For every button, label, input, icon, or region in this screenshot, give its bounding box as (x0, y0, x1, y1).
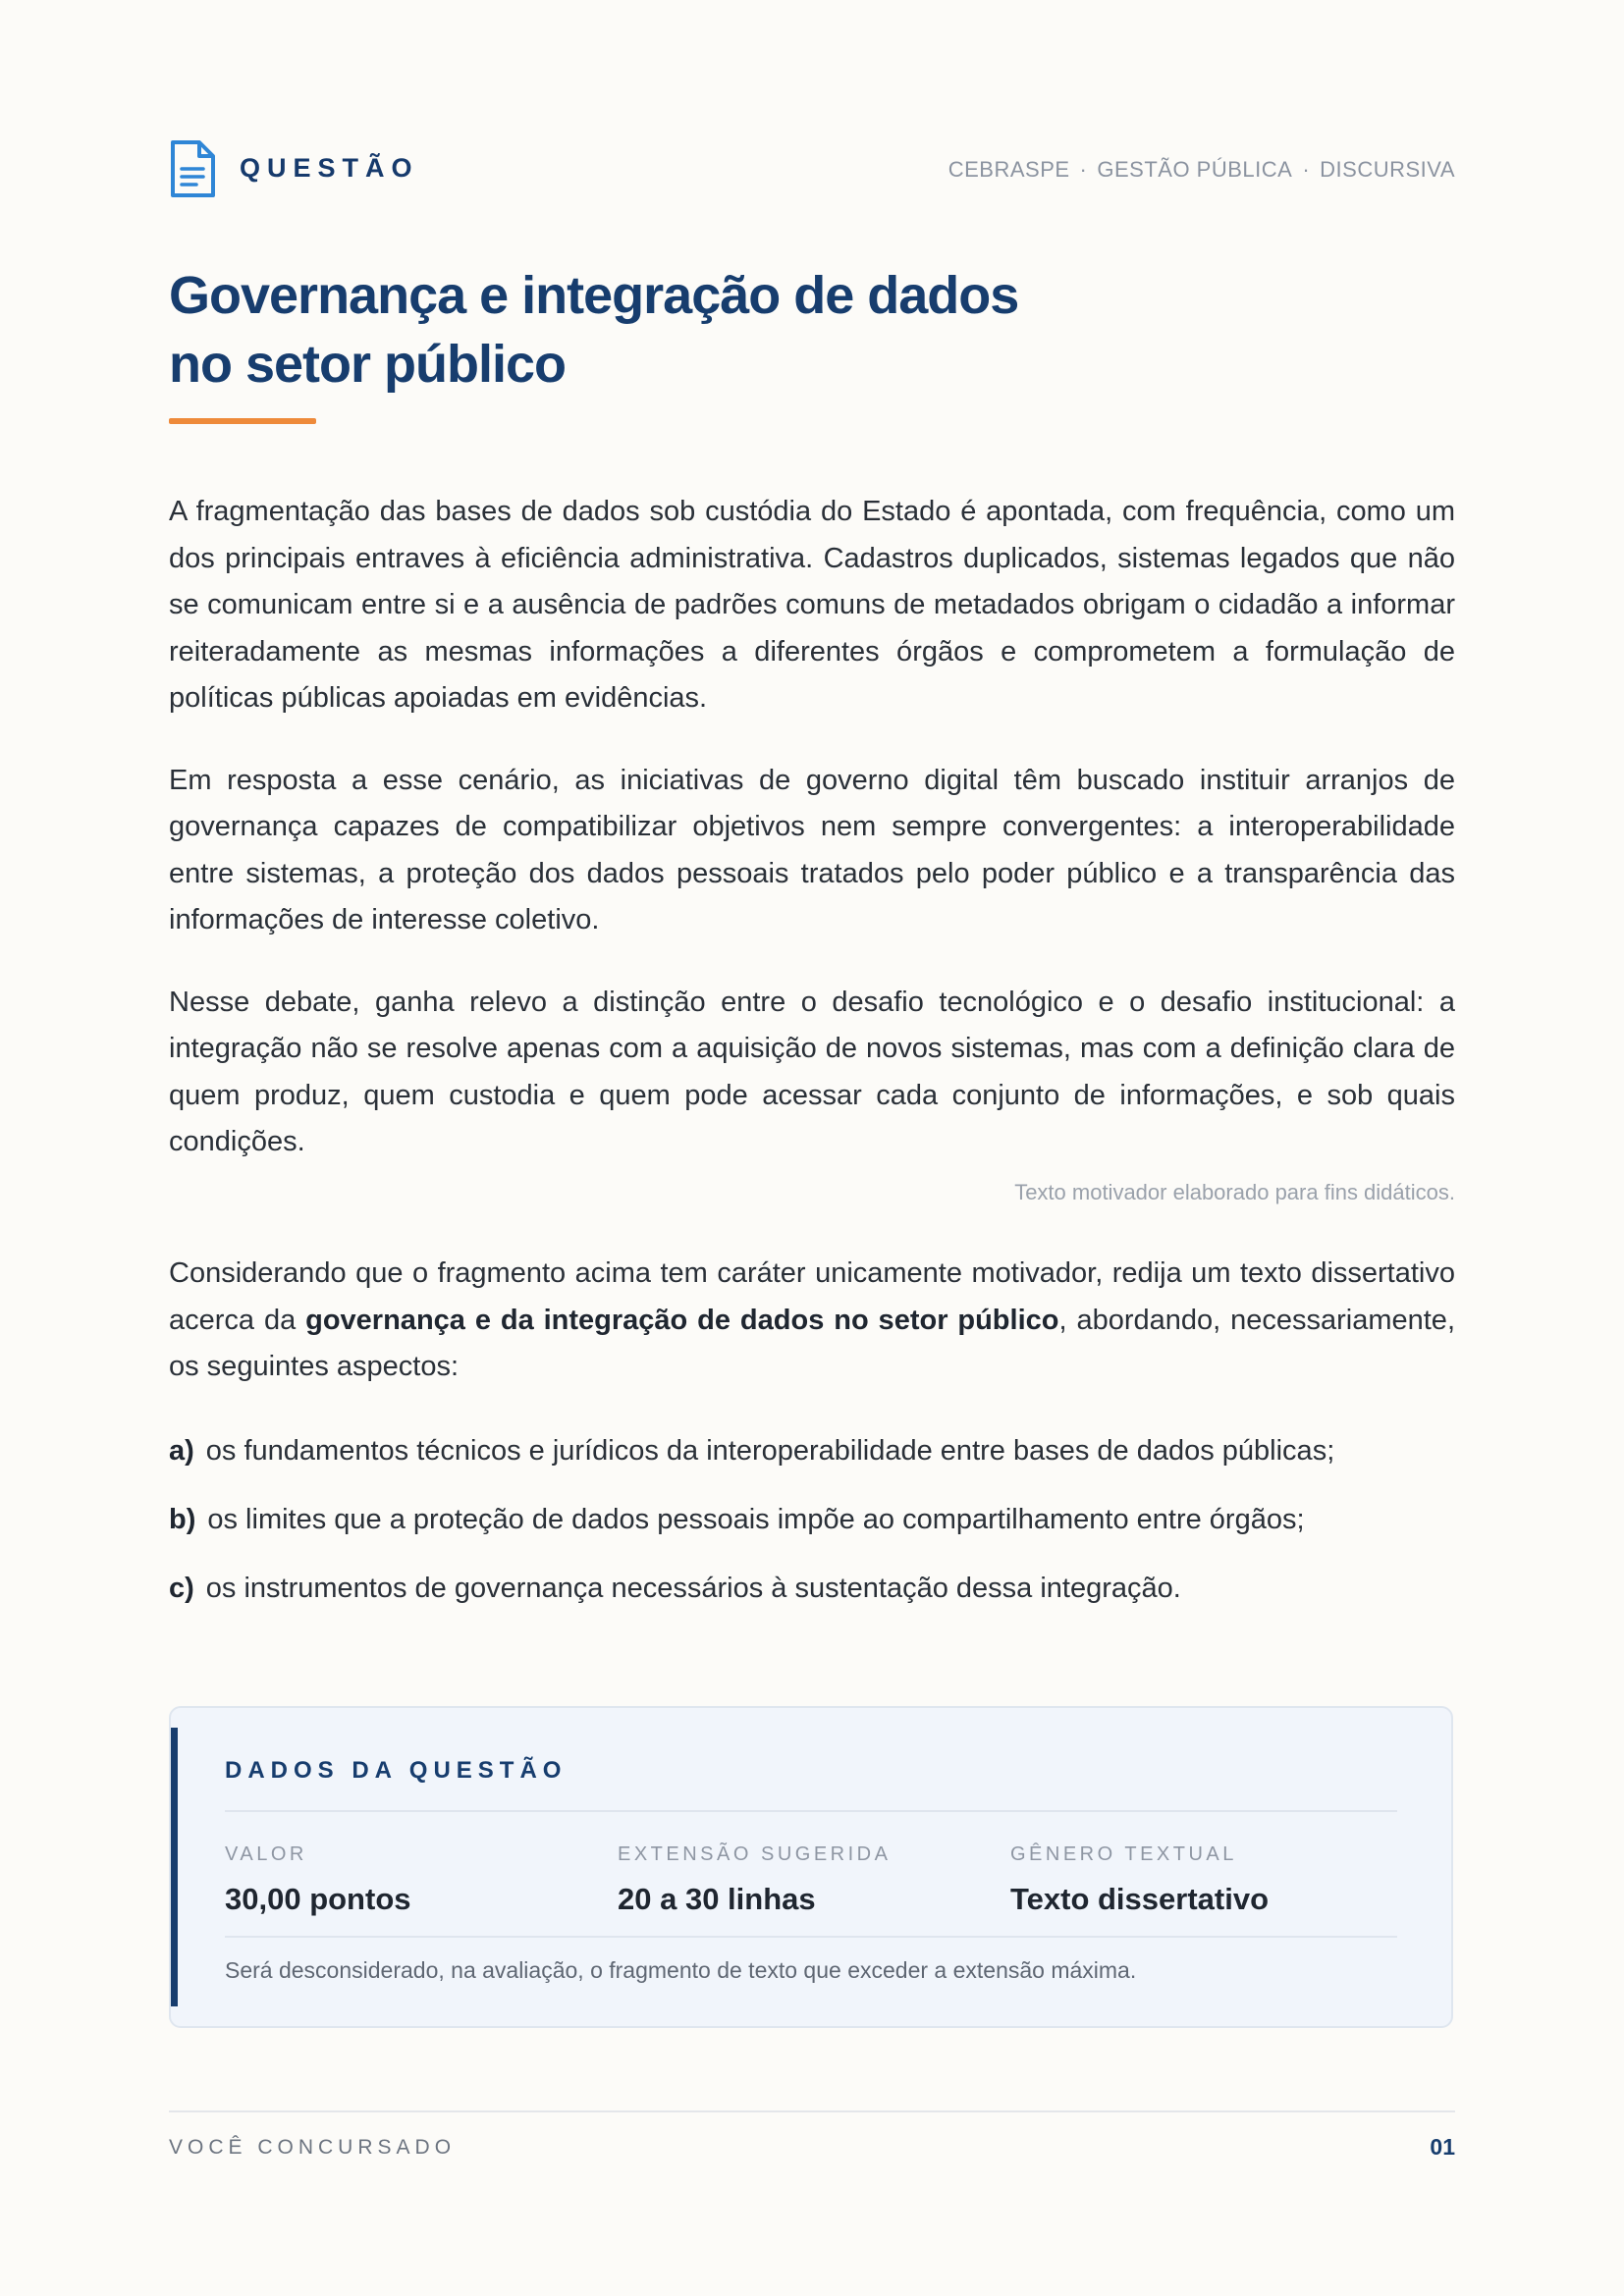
field-label: EXTENSÃO SUGERIDA (618, 1843, 892, 1865)
field-value-text: 30,00 pontos (225, 1882, 411, 1916)
prompt-emphasis: governança e da integração de dados no setor público (305, 1304, 1059, 1336)
text-source: Texto motivador elaborado para fins didáticos. (1014, 1180, 1455, 1204)
item-mark: b) (169, 1504, 196, 1535)
meta-board: CEBRASPE (947, 157, 1070, 182)
list-item (169, 1500, 1455, 1539)
aspect-list (169, 1431, 1455, 1637)
field-genre (1010, 1843, 1383, 1917)
divider (225, 1810, 1397, 1812)
page-title (169, 261, 1249, 399)
field-length (618, 1843, 991, 1917)
list-item (169, 1431, 1455, 1470)
page-number: 01 (1430, 2134, 1455, 2160)
item-mark: a) (169, 1435, 194, 1467)
item-text: os fundamentos técnicos e jurídicos da interoperabilidade entre bases de dados públicas; (205, 1435, 1335, 1467)
field-value (225, 1843, 598, 1917)
field-label: GÊNERO TEXTUAL (1010, 1843, 1237, 1865)
meta-type: DISCURSIVA (1320, 157, 1455, 182)
divider (225, 1936, 1397, 1938)
prompt-before: Considerando que o fragmento acima tem caráter unicamente motivador, redija um texto dissertativo acerca da (169, 1257, 1455, 1336)
footer-divider (169, 2110, 1455, 2112)
item-text: os limites que a proteção de dados pessoais impõe ao compartilhamento entre órgãos; (207, 1504, 1305, 1535)
motivating-text (169, 489, 1455, 1166)
footer-brand: VOCÊ CONCURSADO (169, 2136, 457, 2159)
card-note: Será desconsiderado, na avaliação, o fragmento de texto que exceder a extensão máxima. (225, 1957, 1137, 1983)
field-label: VALOR (225, 1843, 307, 1865)
motivating-paragraph: Nesse debate, ganha relevo a distinção entre o desafio tecnológico e o desafio institucional: a integração não se resolve apenas com a aquisição de novos sistemas, mas com a definição clara de quem produz, quem custodia e quem pode acessar cada conjunto de informações, e sob quais condições. (169, 986, 1455, 1157)
motivating-paragraph: A fragmentação das bases de dados sob custódia do Estado é apontada, com frequência, como um dos principais entraves à eficiência administrativa. Cadastros duplicados, sistemas legados que não se comunicam entre si e a ausência de padrões comuns de metadados obrigam o cidadão a informar reiteradamente as mesmas informações a diferentes órgãos e comprometem a formulação de políticas públicas apoiadas em evidências. (169, 496, 1455, 714)
motivating-paragraph: Em resposta a esse cenário, as iniciativas de governo digital têm buscado instituir arranjos de governança capazes de compatibilizar objetivos nem sempre convergentes: a interoperabilidade entre sistemas, a proteção dos dados pessoais tratados pelo poder público e a transparência das informações de interesse coletivo. (169, 764, 1455, 935)
meta-separator: · (1302, 157, 1311, 182)
meta-subject: GESTÃO PÚBLICA (1097, 157, 1293, 182)
item-mark: c) (169, 1573, 194, 1604)
meta-separator: · (1079, 157, 1088, 182)
field-value-text: Texto dissertativo (1010, 1882, 1270, 1916)
title-underline (169, 418, 316, 424)
prompt-after: , abordando, necessariamente, os seguintes aspectos: (169, 1304, 1455, 1382)
document-icon (169, 139, 216, 198)
card-title: DADOS DA QUESTÃO (225, 1757, 568, 1784)
question-prompt (169, 1251, 1455, 1391)
list-item (169, 1569, 1455, 1608)
title-line-2: no setor público (169, 335, 567, 394)
item-text: os instrumentos de governança necessários à sustentação dessa integração. (205, 1573, 1181, 1604)
header (169, 139, 1455, 198)
section-kicker: QUESTÃO (240, 153, 419, 183)
title-line-1: Governança e integração de dados (169, 266, 1019, 325)
card-accent-bar (171, 1728, 178, 2006)
field-value-text: 20 a 30 linhas (618, 1882, 816, 1916)
question-data-card (169, 1706, 1453, 2028)
exam-meta (948, 157, 1455, 183)
